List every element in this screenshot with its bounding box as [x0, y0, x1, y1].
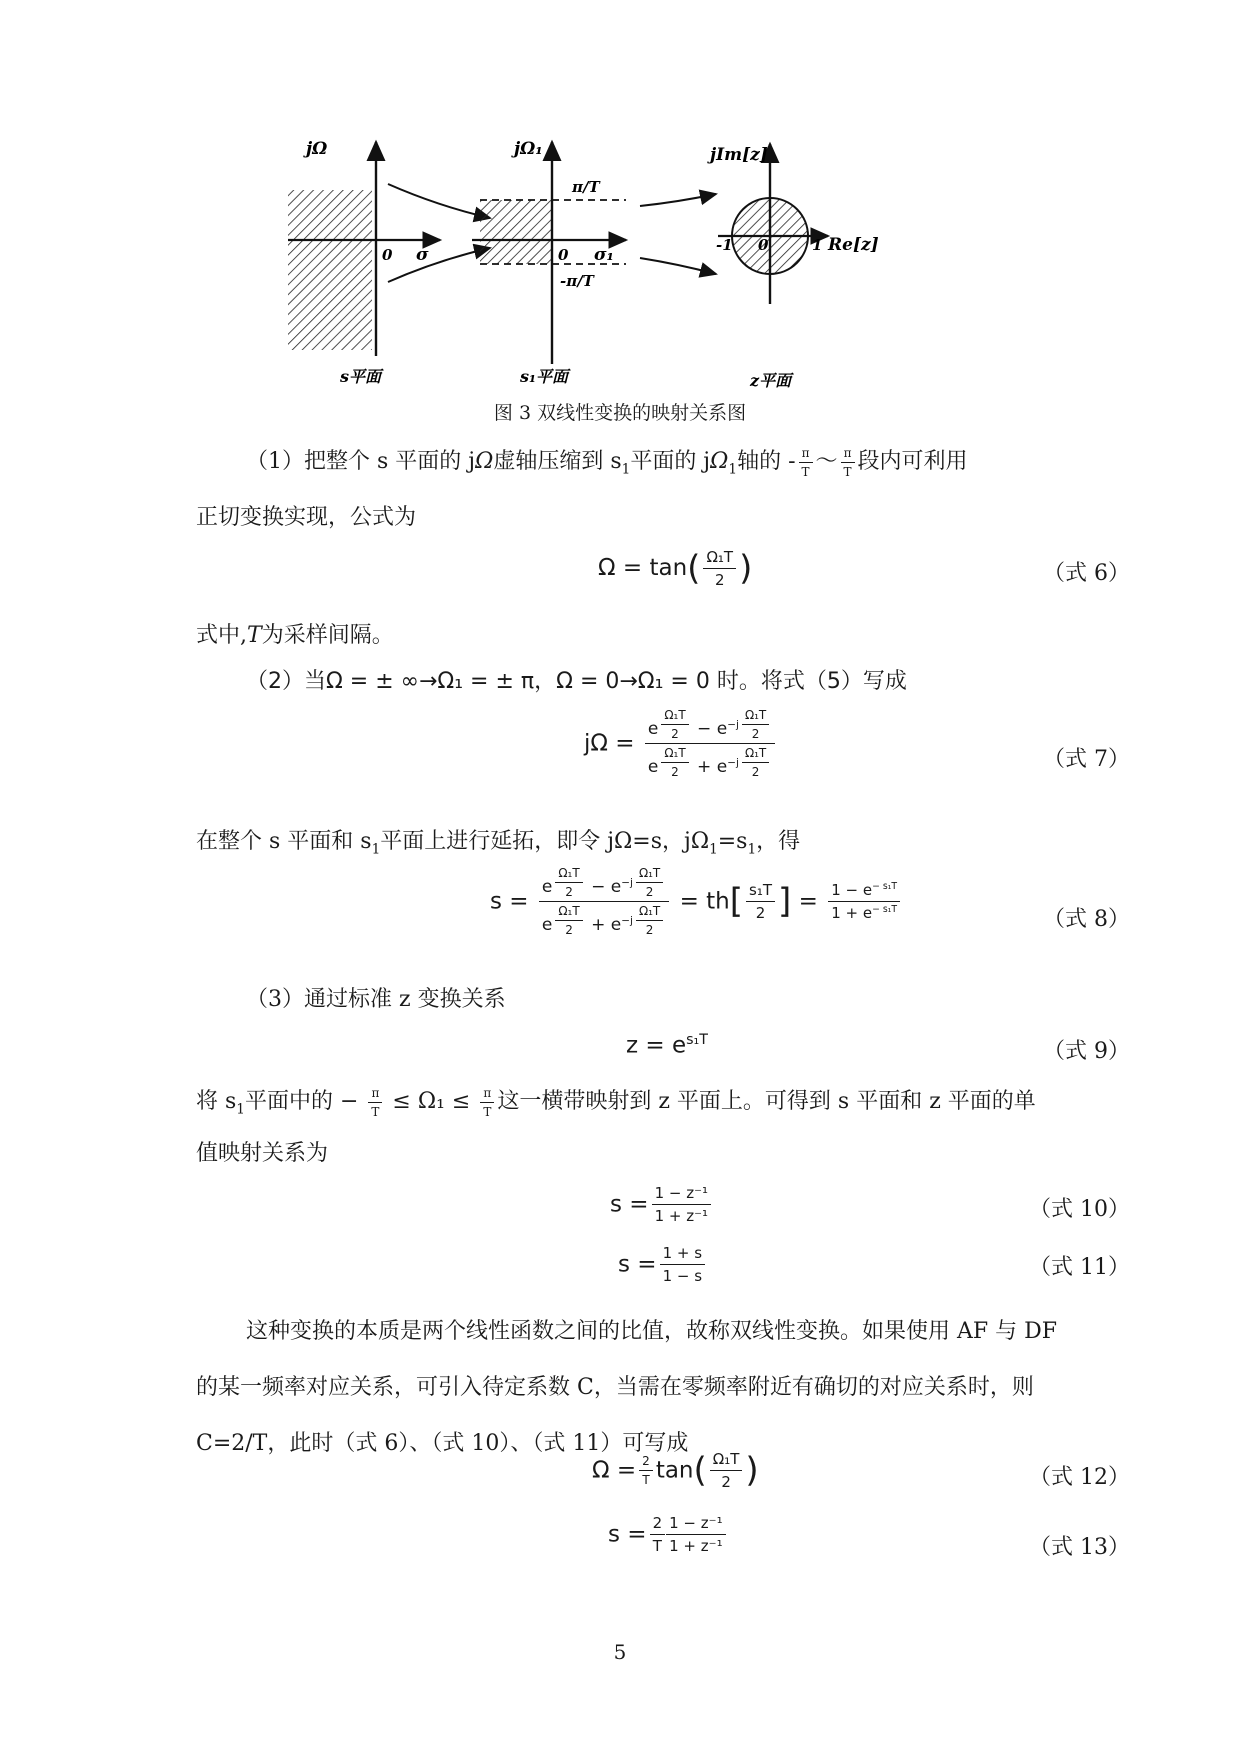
s-plane-title: s平面: [340, 367, 382, 386]
z-plane-right-mark: 1: [812, 236, 823, 254]
mapping-arrow-lower-1: [388, 248, 490, 282]
mapping-arrow-lower-2: [640, 258, 716, 274]
equation-8: s = e $^{\frac{\text{Ω₁T}}{2}}$ − $e^{-j \frac{\text{Ω₁T}}{2}}$ e $^{\frac{\text{Ω₁T}}{2}}$ + $e^{-j \frac{\text{Ω₁T}}{2}}$ = th[ $\frac{\text{s₁T}}{2}$ ] = $\frac{1 - e^{- s_1T}}{1 + e^{- s_1T}}$: [490, 866, 903, 937]
eq7-exp4: [742, 746, 769, 779]
eq7-exp1: [661, 708, 688, 741]
p3-sub2: 1: [709, 841, 718, 858]
s-plane-origin-label: 0: [382, 246, 393, 264]
eq10-lhs: s =: [610, 1191, 649, 1218]
eq7-neg-j2: −j: [727, 756, 739, 769]
eq7-exp3-num: Ω₁T: [661, 746, 688, 763]
eq8-th: = th: [679, 888, 730, 915]
eq11-lhs: s =: [618, 1251, 657, 1278]
equation-9-number: （式 9）: [1043, 1039, 1130, 1064]
eq8-exp2: [636, 866, 663, 899]
paragraph-6: 这种变换的本质是两个线性函数之间的比值，故称双线性变换。如果使用 AF 与 DF 的某一频率对应关系，可引入待定系数 C，当需在零频率附近有确切的对应关系时，则 C=2/T，此时（式 6）、（式 10）、（式 11）可写成: [196, 1319, 1058, 1456]
mapping-arrow-upper-1: [388, 184, 490, 218]
paragraph-2: （2）当Ω = ± ∞→Ω₁ = ± π，Ω = 0→Ω₁ = 0 时。将式（5）写成: [246, 669, 907, 694]
eq13-num: 1 − z⁻¹: [666, 1514, 725, 1535]
eq8-right-num: [828, 881, 900, 902]
eq8-neg-j1: −j: [621, 876, 633, 889]
p5-t-1: T: [371, 1104, 380, 1119]
eq7-e4: e: [716, 757, 728, 778]
paragraph-5-line-2: 值映射关系为: [196, 1141, 329, 1166]
eq8-right-num-sup: − s₁T: [872, 881, 898, 892]
eq7-numerator: [645, 708, 775, 744]
eq8-e1: e: [541, 877, 553, 898]
eq13-lhs: s =: [608, 1521, 647, 1548]
paragraph-1-line-2: 正切变换实现，公式为: [196, 505, 417, 530]
p1-omega: Ω: [475, 449, 494, 474]
eq8-exp1: [555, 866, 582, 899]
p5-t-2: T: [483, 1104, 492, 1119]
p1-text-c: 平面的 j: [630, 449, 711, 474]
p5-a: 将 s: [196, 1089, 237, 1114]
eq8-numerator: [539, 866, 669, 902]
p1-pi-over-t-2: [841, 446, 855, 479]
p1-text-a: （1）把整个 s 平面的 j: [246, 449, 476, 474]
s1-plane-origin-label: 0: [558, 246, 569, 264]
equation-11-number: （式 11）: [1029, 1255, 1130, 1280]
eq8-exp3-num: Ω₁T: [555, 904, 582, 921]
eq8-minus: −: [585, 877, 611, 898]
eq8-th-num: s₁T: [746, 881, 775, 902]
eq13-coef-num: 2: [650, 1514, 666, 1535]
p5-pi-over-t-1: [368, 1086, 382, 1119]
eq7-exp3-den: 2: [671, 765, 679, 779]
s-plane-left-half-shading: [288, 190, 372, 350]
s1-plane-horizontal-axis-label: σ₁: [594, 245, 614, 265]
p3-a: 在整个 s 平面和 s: [196, 829, 372, 854]
p5-pi-2: π: [480, 1086, 494, 1103]
eq12-den: 2: [721, 1473, 731, 1491]
p1-omega1: Ω: [710, 449, 729, 474]
equation-9: [626, 1032, 708, 1059]
eq7-denominator: [645, 744, 775, 779]
eq7-neg-j: −j: [727, 718, 739, 731]
eq6-lhs: Ω = tan: [598, 555, 688, 581]
eq13-coef-den: T: [652, 1537, 662, 1555]
paragraph-4: （3）通过标准 z 变换关系: [246, 987, 506, 1012]
eq8-th-den: 2: [755, 904, 766, 922]
eq8-neg-j2: −j: [621, 914, 633, 927]
eq8-exp3: [555, 904, 582, 937]
p1-omega1-sub: 1: [728, 461, 738, 478]
eq8-right-den-sup: − s₁T: [872, 904, 898, 915]
eq8-exp4-den: 2: [645, 923, 654, 937]
p1-text-d: 轴的: [737, 449, 789, 474]
p3-d: ，得: [756, 829, 801, 854]
p3-sub3: 1: [747, 841, 757, 858]
eq8-e2: e: [610, 877, 622, 898]
p1-pi-over-t-1: [799, 446, 813, 479]
eq13-coef: [650, 1514, 666, 1555]
eq8-lhs: s =: [490, 888, 529, 915]
s-plane-vertical-axis-label: jΩ: [306, 139, 328, 159]
eq7-exp2-den: 2: [751, 727, 760, 741]
eq13-den: 1 + z⁻¹: [669, 1537, 723, 1555]
eq12-tan: tan: [655, 1457, 694, 1484]
z-plane-title: z平面: [750, 371, 792, 388]
eq11-fraction: [660, 1244, 705, 1285]
eq8-plus: +: [585, 915, 611, 936]
s1-plane-diagram: [472, 139, 626, 386]
p1-text-b: 虚轴压缩到 s: [493, 449, 622, 474]
eq6-fraction: [703, 548, 736, 589]
equation-8-number: （式 8）: [1043, 907, 1130, 932]
equation-10: [610, 1184, 714, 1225]
s-plane-horizontal-axis-label: σ: [416, 245, 429, 265]
eq7-exp4-den: 2: [751, 765, 760, 779]
z-plane-vertical-axis-label: jIm[z]: [710, 145, 768, 165]
s-plane-diagram: [288, 139, 440, 386]
p3-b: 平面上进行延拓，即令 jΩ=s，jΩ: [380, 829, 710, 854]
p1-tilde: ～: [815, 449, 838, 474]
s1-plane-strip-shading: [480, 200, 552, 264]
eq7-plus: +: [691, 757, 717, 778]
eq9-sup: s₁T: [686, 1032, 708, 1048]
eq7-fraction: [645, 708, 775, 779]
mapping-arrow-upper-2: [640, 194, 716, 206]
eq8-exp2-num: Ω₁T: [636, 866, 663, 883]
p3-sub1: 1: [371, 841, 381, 858]
z-plane-diagram: [707, 144, 879, 388]
eq8-denominator: [539, 902, 669, 937]
p1-pi-2: π: [841, 446, 855, 463]
p5-pi-1: π: [368, 1086, 382, 1103]
equation-11: [618, 1244, 708, 1285]
note6-a: 式中,: [196, 623, 247, 648]
note-after-eq6: [196, 618, 394, 649]
eq9-lhs: z = e: [626, 1032, 687, 1059]
eq13-fraction: [666, 1514, 725, 1555]
eq12-coef-den: T: [642, 1473, 650, 1487]
bilinear-mapping-figure: [268, 136, 992, 388]
z-plane-left-mark: -1: [716, 236, 733, 254]
eq11-num: 1 + s: [660, 1244, 705, 1265]
eq7-exp2: [742, 708, 769, 741]
eq8-right-den-a: 1 + e: [831, 904, 873, 922]
p1-minus: -: [788, 449, 796, 474]
equation-13: [608, 1514, 729, 1555]
eq12-coef-num: 2: [639, 1454, 653, 1471]
eq6-den: 2: [714, 571, 725, 589]
equation-12: Ω = $\frac{2}{T}$ tan( $\frac{\text{Ω₁T}}{2}$ ): [592, 1450, 759, 1491]
eq8-e4: e: [610, 915, 622, 936]
p1-s-sub: 1: [621, 461, 631, 478]
p1-pi-1: π: [799, 446, 813, 463]
eq7-exp1-num: Ω₁T: [661, 708, 688, 725]
eq8-e3: e: [541, 915, 553, 936]
eq8-exp4-num: Ω₁T: [636, 904, 663, 921]
equation-10-number: （式 10）: [1029, 1197, 1130, 1222]
eq8-exp2-den: 2: [645, 885, 654, 899]
paragraph-1-line-1: [246, 444, 968, 479]
eq8-right-num-a: 1 − e: [831, 881, 873, 899]
p1-t-2: T: [843, 464, 852, 479]
eq12-fraction: [710, 1450, 743, 1491]
s1-plane-lower-label: -π/T: [560, 272, 594, 290]
equation-6: Ω = tan( $\frac{\text{Ω₁T}}{2}$ ): [598, 548, 753, 589]
paragraph-5-line-1: [196, 1084, 1036, 1119]
p5-b: 平面中的: [244, 1089, 333, 1114]
eq8-right-fraction: [828, 881, 900, 922]
eq7-exp4-num: Ω₁T: [742, 746, 769, 763]
eq8-exp-fraction: [539, 866, 669, 937]
eq12-lhs: Ω =: [592, 1457, 637, 1484]
equation-13-number: （式 13）: [1029, 1535, 1130, 1560]
eq10-fraction: [652, 1184, 711, 1225]
eq10-num: 1 − z⁻¹: [652, 1184, 711, 1205]
z-plane-horizontal-axis-label: Re[z]: [828, 235, 879, 255]
z-plane-origin-label: 0: [758, 236, 769, 254]
equation-7-number: （式 7）: [1043, 747, 1130, 772]
p1-t-1: T: [801, 464, 810, 479]
eq7-e3: e: [647, 757, 659, 778]
eq7-e2: e: [716, 719, 728, 740]
eq8-exp3-den: 2: [565, 923, 573, 937]
eq7-lhs: jΩ =: [584, 730, 635, 757]
paragraph-3: [196, 824, 800, 857]
eq7-minus: −: [691, 719, 717, 740]
figure-caption: 图 3 双线性变换的映射关系图: [493, 402, 747, 424]
eq8-th-fraction: [746, 881, 775, 922]
note6-t: T: [247, 623, 262, 648]
p5-le: ≤ Ω₁ ≤: [385, 1089, 478, 1114]
s1-plane-title: s₁平面: [520, 367, 569, 386]
eq8-exp4: [636, 904, 663, 937]
eq7-e1: e: [647, 719, 659, 740]
eq12-coef: [639, 1454, 653, 1487]
eq6-num: Ω₁T: [703, 548, 736, 569]
note6-b: 为采样间隔。: [261, 623, 394, 648]
p3-c: =s: [717, 829, 748, 854]
p5-pi-over-t-2: [480, 1086, 494, 1119]
page-number: 5: [613, 1640, 627, 1664]
p5-sub: 1: [236, 1101, 245, 1118]
p5-neg: −: [332, 1089, 366, 1114]
equation-6-number: （式 6）: [1043, 561, 1130, 586]
eq7-exp3: [661, 746, 688, 779]
eq12-num: Ω₁T: [710, 1450, 743, 1471]
eq8-exp1-num: Ω₁T: [555, 866, 582, 883]
eq8-exp1-den: 2: [565, 885, 573, 899]
eq7-exp1-den: 2: [671, 727, 679, 741]
p1-text-e: 段内可利用: [857, 449, 968, 474]
s1-plane-upper-label: π/T: [572, 178, 600, 196]
eq11-den: 1 − s: [662, 1267, 703, 1285]
eq10-den: 1 + z⁻¹: [654, 1207, 709, 1225]
p5-c: 这一横带映射到 z 平面上。可得到 s 平面和 z 平面的单: [497, 1089, 1036, 1114]
equation-12-number: （式 12）: [1029, 1465, 1130, 1490]
eq8-equals: =: [798, 888, 818, 915]
eq7-exp2-num: Ω₁T: [742, 708, 769, 725]
eq8-right-den: [828, 902, 900, 922]
s1-plane-vertical-axis-label: jΩ₁: [514, 139, 543, 159]
equation-7: [584, 708, 778, 779]
